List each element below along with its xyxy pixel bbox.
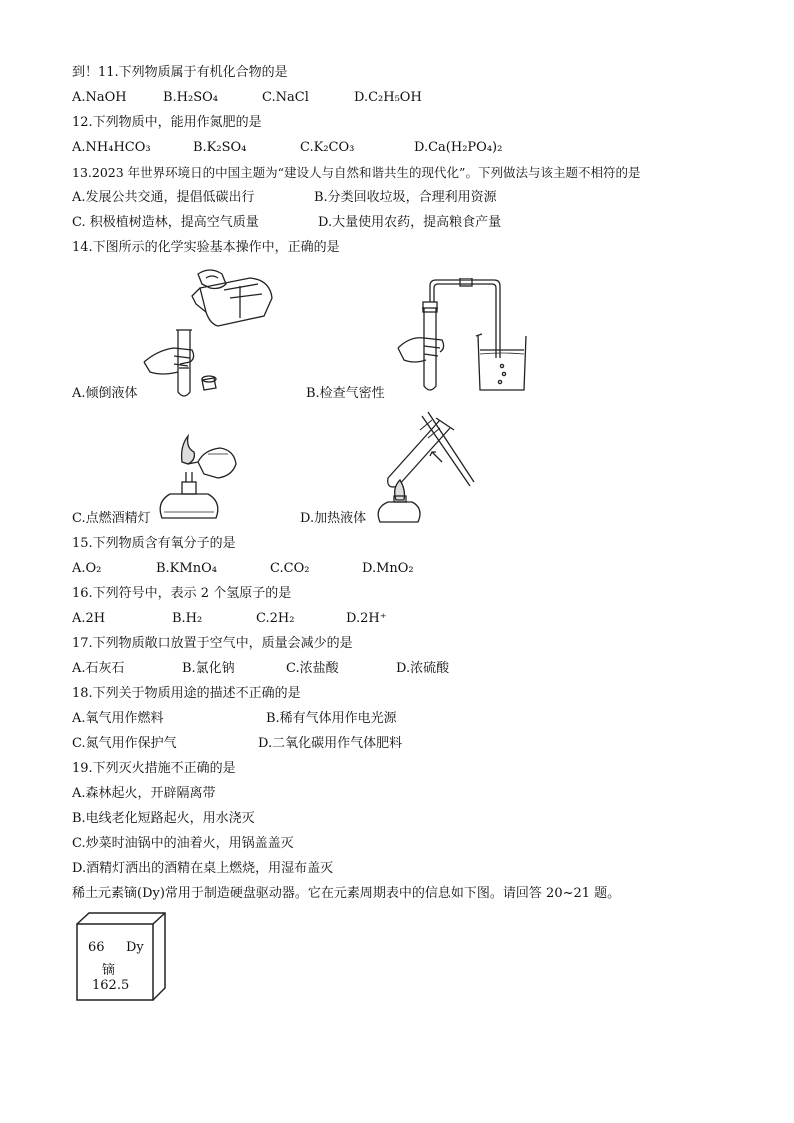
q11-option-b: B.H₂SO₄ [163,90,219,105]
element-symbol: Dy [126,940,144,955]
atomic-number: 66 [88,940,105,955]
q19-stem: 19.下列灭火措施不正确的是 [72,761,236,776]
q11-option-c: C.NaCl [262,90,309,105]
q17-stem: 17.下列物质敞口放置于空气中，质量会减少的是 [72,636,353,651]
q12-stem: 12.下列物质中，能用作氮肥的是 [72,115,262,130]
q13-option-a: A.发展公共交通，提倡低碳出行 [72,190,255,205]
q12-option-c: C.K₂CO₃ [300,140,355,155]
q18-stem: 18.下列关于物质用途的描述不正确的是 [72,686,301,701]
q17-option-b: B.氯化钠 [182,661,235,676]
dysprosium-intro: 稀土元素镝(Dy)常用于制造硬盘驱动器。它在元素周期表中的信息如下图。请回答 20~21 题。 [72,886,621,901]
figure-airtightness-check [394,278,534,396]
q15-option-d: D.MnO₂ [362,561,414,576]
q13-option-c: C. 积极植树造林，提高空气质量 [72,215,259,230]
q13-option-d: D.大量使用农药，提高粮食产量 [318,215,502,230]
q11-stem: 到！11.下列物质属于有机化合物的是 [72,65,288,80]
atomic-mass: 162.5 [92,978,130,993]
q19-option-c: C.炒菜时油锅中的油着火，用锅盖盖灭 [72,836,294,851]
q18-option-b: B.稀有气体用作电光源 [266,711,397,726]
q17-option-d: D.浓硫酸 [396,661,450,676]
q15-option-b: B.KMnO₄ [156,561,217,576]
q18-option-d: D.二氧化碳用作气体肥料 [258,736,403,751]
q17-option-a: A.石灰石 [72,661,125,676]
figure-heating-liquid [370,410,480,530]
q15-stem: 15.下列物质含有氧分子的是 [72,536,236,551]
element-name: 镝 [102,963,116,978]
q16-option-a: A.2H [72,611,106,626]
q16-option-d: D.2H⁺ [346,611,387,626]
q19-option-d: D.酒精灯洒出的酒精在桌上燃烧，用湿布盖灭 [72,861,334,876]
q16-option-b: B.H₂ [172,611,203,626]
q18-option-a: A.氧气用作燃料 [72,711,164,726]
figure-pouring-liquid [140,268,280,400]
q13-stem: 13.2023 年世界环境日的中国主题为“建设人与自然和谐共生的现代化”。下列做法与该主题不相符的是 [72,165,641,180]
q17-option-c: C.浓盐酸 [286,661,339,676]
q11-option-a: A.NaOH [72,90,127,105]
figure-lighting-alcohol-lamp [150,432,240,528]
q12-option-d: D.Ca(H₂PO₄)₂ [414,140,503,155]
q15-option-c: C.CO₂ [270,561,310,576]
q13-option-b: B.分类回收垃圾，合理利用资源 [314,190,497,205]
q14-option-a: A.倾倒液体 [72,386,138,401]
q12-option-b: B.K₂SO₄ [193,140,247,155]
q11-option-d: D.C₂H₅OH [354,90,422,105]
q12-option-a: A.NH₄HCO₃ [72,140,151,155]
q19-option-b: B.电线老化短路起火，用水浇灭 [72,811,255,826]
periodic-table-tile [76,912,166,1002]
q14-option-c: C.点燃酒精灯 [72,511,151,526]
q14-stem: 14.下图所示的化学实验基本操作中，正确的是 [72,240,340,255]
q14-option-d: D.加热液体 [300,511,367,526]
q14-option-b: B.检查气密性 [306,386,385,401]
q16-stem: 16.下列符号中，表示 2 个氢原子的是 [72,586,292,601]
q16-option-c: C.2H₂ [256,611,295,626]
q18-option-c: C.氮气用作保护气 [72,736,177,751]
q15-option-a: A.O₂ [72,561,102,576]
q19-option-a: A.森林起火，开辟隔离带 [72,786,216,801]
